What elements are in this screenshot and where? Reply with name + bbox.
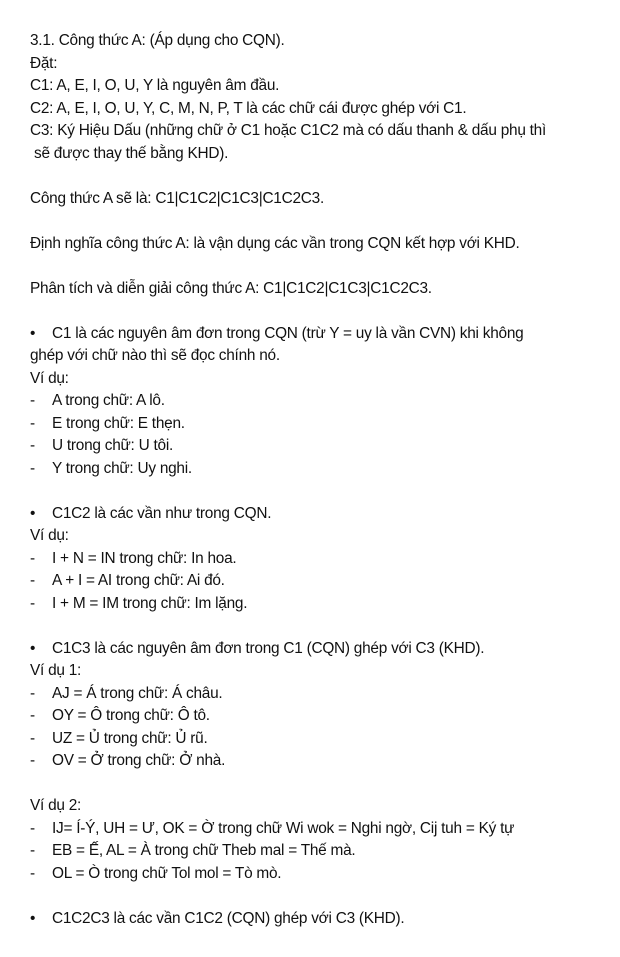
list-item [30, 750, 610, 773]
bullet-marker: • [30, 504, 36, 522]
section4-intro-text: C1C2C3 là các vần C1C2 (CQN) ghép với C3 (KHD). [52, 909, 405, 927]
list-item [30, 818, 610, 841]
section2-intro-text: C1C2 là các vần như trong CQN. [52, 504, 272, 522]
list-item-text: AJ = Á trong chữ: Á châu. [52, 684, 223, 702]
list-item-text: EB = Ế, AL = À trong chữ Theb mal = Thế mà. [52, 842, 356, 859]
list-item [30, 593, 610, 616]
list-item [30, 435, 610, 458]
formula-statement: Công thức A sẽ là: C1|C1C2|C1C3|C1C2C3. [30, 189, 324, 207]
dash-marker: - [30, 414, 35, 432]
list-item [30, 390, 610, 413]
list-item [30, 683, 610, 706]
list-item [30, 728, 610, 751]
spacer [30, 210, 610, 233]
list-item-text: U trong chữ: U tôi. [52, 437, 174, 454]
section3-example2-label: Ví dụ 2: [30, 797, 82, 814]
dash-marker: - [30, 752, 35, 769]
dash-marker: - [30, 842, 35, 859]
dash-marker: - [30, 864, 35, 882]
dash-marker: - [30, 684, 35, 702]
section1-example-label: Ví dụ: [30, 369, 69, 387]
spacer [30, 885, 610, 908]
list-item-text: OV = Ở trong chữ: Ở nhà. [52, 752, 226, 769]
list-item-text: Y trong chữ: Uy nghi. [52, 459, 192, 477]
section2-example-label: Ví dụ: [30, 527, 69, 544]
list-item-text: OL = Ò trong chữ Tol mol = Tò mò. [52, 864, 282, 882]
formula-definition: Định nghĩa công thức A: là vận dụng các vần trong CQN kết hợp với KHD. [30, 234, 520, 252]
definition-c3: C3: Ký Hiệu Dấu (những chữ ở C1 hoặc C1C2 mà có dấu thanh & dấu phụ thì [30, 122, 547, 139]
spacer [30, 300, 610, 323]
list-item [30, 548, 610, 571]
list-item [30, 413, 610, 436]
definition-c1: C1: A, E, I, O, U, Y là nguyên âm đầu. [30, 77, 280, 94]
dash-marker: - [30, 459, 35, 477]
section3-intro-text: C1C3 là các nguyên âm đơn trong C1 (CQN) ghép với C3 (KHD). [52, 639, 485, 657]
list-item [30, 705, 610, 728]
list-item-text: OY = Ô trong chữ: Ô tô. [52, 707, 210, 724]
list-item [30, 458, 610, 481]
section1-intro-continued: ghép với chữ nào thì sẽ đọc chính nó. [30, 347, 280, 364]
definition-c3-continued: sẽ được thay thế bằng KHD). [34, 144, 229, 162]
spacer [30, 255, 610, 278]
section4-intro [30, 908, 610, 931]
section1-intro [30, 323, 610, 346]
spacer [30, 165, 610, 188]
dash-marker: - [30, 437, 35, 454]
list-item-text: A + I = AI trong chữ: Ai đó. [52, 572, 225, 589]
dash-marker: - [30, 594, 35, 612]
dash-marker: - [30, 549, 35, 567]
dash-marker: - [30, 819, 35, 837]
section2-intro [30, 503, 610, 526]
spacer [30, 480, 610, 503]
bullet-marker: • [30, 639, 36, 657]
define-label: Đặt: [30, 54, 58, 72]
section1-intro-text: C1 là các nguyên âm đơn trong CQN (trừ Y = uy là vần CVN) khi không [52, 324, 524, 342]
list-item-text: IJ= Í-Ý, UH = Ư, OK = Ờ trong chữ Wi wok = Nghi ngờ, Cij tuh = Ký tự [52, 819, 515, 837]
spacer [30, 615, 610, 638]
list-item [30, 863, 610, 886]
list-item-text: UZ = Ủ trong chữ: Ủ rũ. [52, 729, 208, 747]
list-item-text: I + N = IN trong chữ: In hoa. [52, 549, 237, 567]
list-item-text: I + M = IM trong chữ: Im lặng. [52, 594, 248, 612]
dash-marker: - [30, 572, 35, 589]
section-heading: 3.1. Công thức A: (Áp dụng cho CQN). [30, 32, 285, 49]
spacer [30, 773, 610, 796]
dash-marker: - [30, 707, 35, 724]
formula-analysis: Phân tích và diễn giải công thức A: C1|C1C2|C1C3|C1C2C3. [30, 279, 432, 297]
list-item-text: E trong chữ: E thẹn. [52, 414, 185, 432]
dash-marker: - [30, 392, 35, 409]
document-body [30, 30, 610, 930]
bullet-marker: • [30, 909, 36, 927]
list-item-text: A trong chữ: A lô. [52, 392, 165, 409]
list-item [30, 570, 610, 593]
list-item [30, 840, 610, 863]
definition-c2: C2: A, E, I, O, U, Y, C, M, N, P, T là các chữ cái được ghép với C1. [30, 99, 467, 117]
dash-marker: - [30, 729, 35, 747]
bullet-marker: • [30, 324, 36, 342]
section3-example1-label: Ví dụ 1: [30, 662, 82, 679]
section3-intro [30, 638, 610, 661]
